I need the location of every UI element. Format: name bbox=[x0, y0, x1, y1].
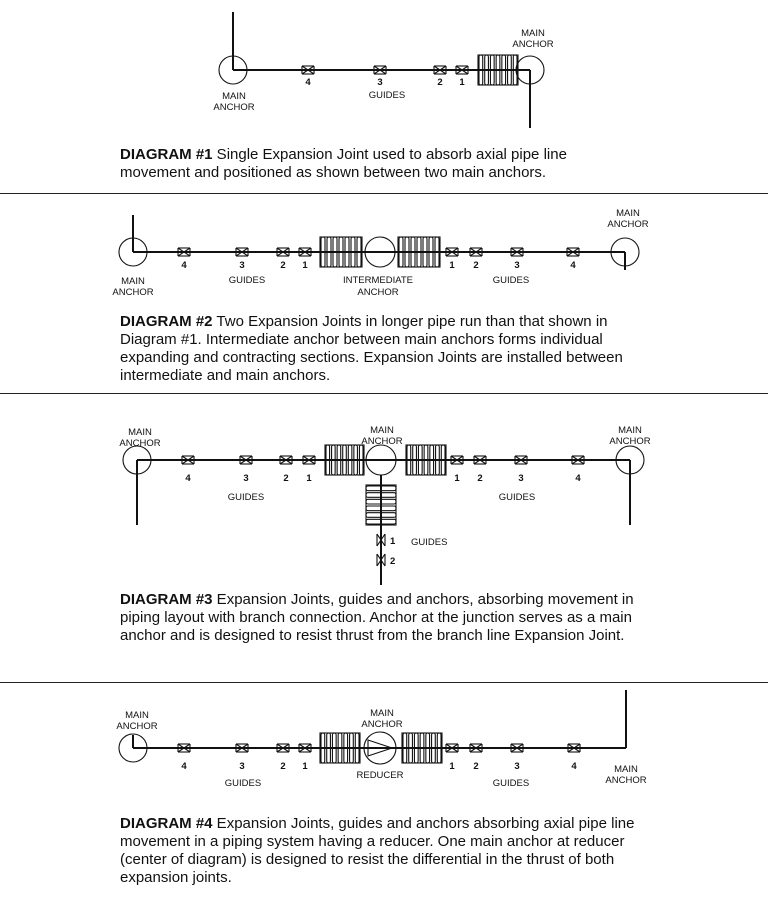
diagram-4 bbox=[116, 690, 646, 789]
section-divider bbox=[0, 682, 768, 683]
main-anchor-label-line: ANCHOR bbox=[605, 775, 647, 786]
main-anchor-label-line: MAIN bbox=[618, 425, 642, 436]
guides-label: GUIDES bbox=[411, 537, 448, 548]
main-anchor-label bbox=[213, 91, 254, 113]
guides-label: GUIDES bbox=[227, 492, 265, 503]
main-anchor-label bbox=[609, 425, 650, 447]
guide-number: 4 bbox=[305, 77, 311, 88]
caption-diagram-2 bbox=[120, 313, 640, 385]
main-anchor-label-line: MAIN bbox=[128, 427, 152, 438]
main-anchor-label-line: ANCHOR bbox=[112, 287, 154, 298]
main-anchor-label bbox=[607, 208, 648, 230]
caption-text: Expansion Joints, guides and anchors, absorbing movement in piping layout with branch connection. Anchor at the junction serves as a main anchor and is designed to resist thrust from the branch line Expansion Joint. bbox=[120, 591, 634, 644]
guide-number: 3 bbox=[239, 260, 245, 271]
guide-number: 2 bbox=[473, 761, 479, 772]
main-anchor-label-line: MAIN bbox=[616, 208, 640, 219]
guide-number: 3 bbox=[514, 761, 520, 772]
guide-number: 1 bbox=[459, 77, 465, 88]
intermediate-anchor-label: ANCHOR bbox=[357, 287, 399, 298]
caption-title: DIAGRAM #3 bbox=[120, 591, 213, 608]
main-anchor-label bbox=[112, 276, 153, 298]
guide-number: 4 bbox=[181, 761, 187, 772]
caption-title: DIAGRAM #4 bbox=[120, 815, 213, 832]
guide-number: 3 bbox=[518, 473, 524, 484]
main-anchor-label-line: ANCHOR bbox=[119, 438, 161, 449]
intermediate-anchor-label: INTERMEDIATE bbox=[342, 275, 414, 286]
guide-number: 4 bbox=[181, 260, 187, 271]
pipe-guide bbox=[377, 554, 395, 567]
guide-number: 4 bbox=[575, 473, 581, 484]
guide-number: 1 bbox=[306, 473, 312, 484]
main-anchor-label-line: ANCHOR bbox=[213, 102, 255, 113]
guide-number: 2 bbox=[390, 556, 396, 567]
caption-diagram-1 bbox=[120, 146, 640, 182]
main-anchor-label-line: ANCHOR bbox=[607, 219, 649, 230]
caption-text: Expansion Joints, guides and anchors absorbing axial pipe line movement in a piping system having a reducer. One main anchor at reducer (center of diagram) is designed to resist the differential in the thrust of both expansion joints. bbox=[120, 815, 635, 886]
guide-number: 2 bbox=[280, 761, 286, 772]
guides-label: GUIDES bbox=[228, 275, 266, 286]
guide-number: 2 bbox=[437, 77, 443, 88]
guide-number: 2 bbox=[280, 260, 286, 271]
section-divider bbox=[0, 393, 768, 394]
guide-number: 1 bbox=[302, 761, 308, 772]
caption-diagram-4 bbox=[120, 815, 640, 887]
main-anchor-label-line: MAIN bbox=[614, 764, 638, 775]
guide-number: 1 bbox=[454, 473, 460, 484]
main-anchor-label bbox=[512, 28, 553, 50]
main-anchor-label-line: ANCHOR bbox=[361, 719, 403, 730]
main-anchor-label bbox=[361, 708, 402, 730]
pipe-guide bbox=[377, 534, 396, 547]
guide-number: 4 bbox=[570, 260, 576, 271]
caption-text: Two Expansion Joints in longer pipe run than that shown in Diagram #1. Intermediate anchor between main anchors forms individual expanding and contracting sections. Expansion Joints are installed between intermediate and main anchors. bbox=[120, 313, 623, 384]
guide-number: 1 bbox=[449, 260, 455, 271]
main-anchor-label-line: ANCHOR bbox=[116, 721, 158, 732]
guides-label: GUIDES bbox=[368, 90, 406, 101]
guide-number: 4 bbox=[185, 473, 191, 484]
caption-text: Single Expansion Joint used to absorb axial pipe line movement and positioned as shown between two main anchors. bbox=[120, 146, 567, 181]
main-anchor-label-line: ANCHOR bbox=[361, 436, 403, 447]
reducer-label: REDUCER bbox=[356, 770, 404, 781]
guide-number: 4 bbox=[571, 761, 577, 772]
guide-number: 3 bbox=[377, 77, 383, 88]
main-anchor-label bbox=[605, 764, 646, 786]
section-divider bbox=[0, 193, 768, 194]
main-anchor-label-line: MAIN bbox=[370, 425, 394, 436]
main-anchor-label-line: MAIN bbox=[222, 91, 246, 102]
main-anchor-label-line: ANCHOR bbox=[609, 436, 651, 447]
main-anchor-label bbox=[361, 425, 402, 447]
diagram-2 bbox=[112, 208, 648, 298]
main-anchor-label-line: MAIN bbox=[121, 276, 145, 287]
guide-number: 2 bbox=[283, 473, 289, 484]
main-anchor-label-line: MAIN bbox=[370, 708, 394, 719]
main-anchor-label-line: ANCHOR bbox=[512, 39, 554, 50]
caption-title: DIAGRAM #1 bbox=[120, 146, 213, 163]
guide-number: 2 bbox=[473, 260, 479, 271]
caption-title: DIAGRAM #2 bbox=[120, 313, 213, 330]
main-anchor-label-line: MAIN bbox=[521, 28, 545, 39]
guides-label: GUIDES bbox=[492, 778, 530, 789]
guide-number: 1 bbox=[390, 536, 396, 547]
guide-number: 2 bbox=[477, 473, 483, 484]
diagram-1 bbox=[213, 12, 553, 128]
guide-number: 1 bbox=[449, 761, 455, 772]
main-anchor-label bbox=[119, 427, 160, 449]
main-anchor-label-line: MAIN bbox=[125, 710, 149, 721]
diagram-3 bbox=[119, 425, 650, 585]
guide-number: 1 bbox=[302, 260, 308, 271]
main-anchor-label bbox=[116, 710, 157, 732]
guide-number: 3 bbox=[239, 761, 245, 772]
guides-label: GUIDES bbox=[498, 492, 536, 503]
guides-label: GUIDES bbox=[224, 778, 262, 789]
guide-number: 3 bbox=[243, 473, 249, 484]
guide-number: 3 bbox=[514, 260, 520, 271]
guides-label: GUIDES bbox=[492, 275, 530, 286]
caption-diagram-3 bbox=[120, 591, 640, 645]
